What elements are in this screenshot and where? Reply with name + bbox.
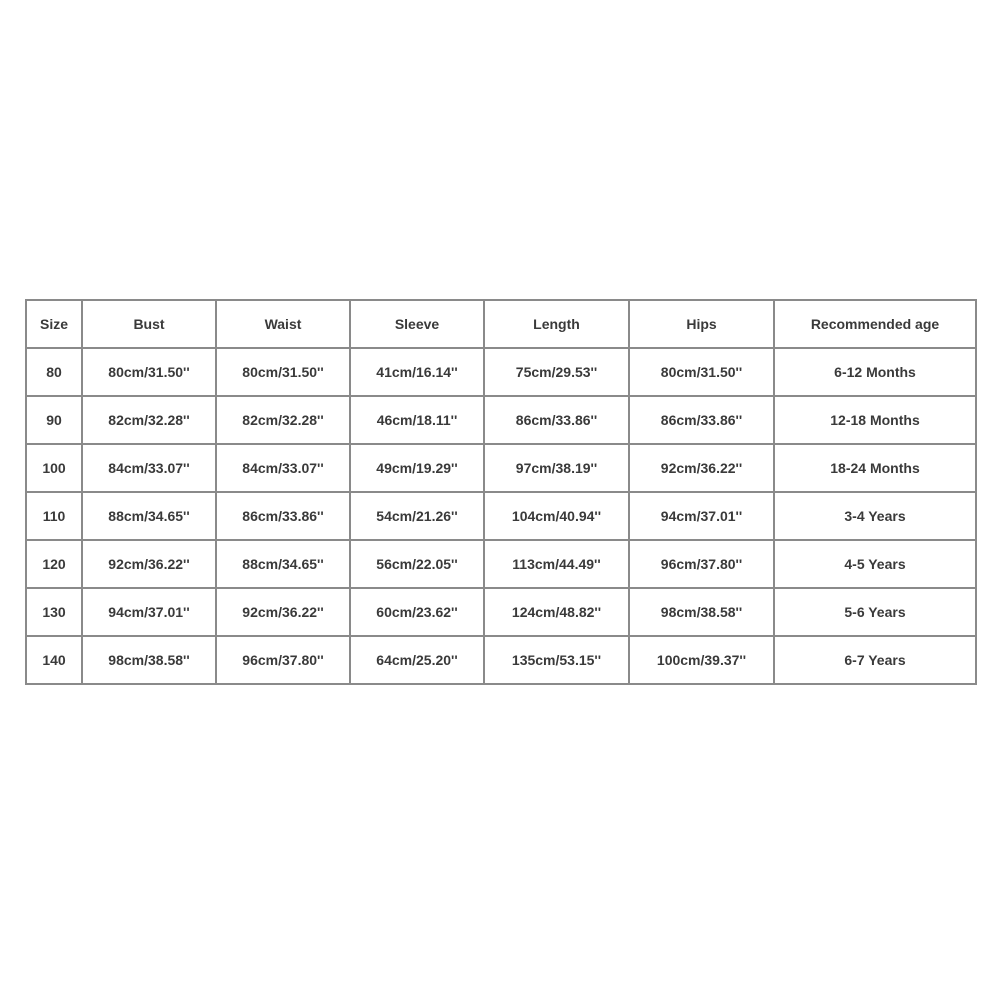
cell-waist: 82cm/32.28'' (216, 396, 350, 444)
header-waist: Waist (216, 300, 350, 348)
cell-sleeve: 49cm/19.29'' (350, 444, 484, 492)
table-row (26, 540, 976, 588)
cell-waist: 86cm/33.86'' (216, 492, 350, 540)
cell-hips: 92cm/36.22'' (629, 444, 774, 492)
cell-sleeve: 60cm/23.62'' (350, 588, 484, 636)
cell-waist: 84cm/33.07'' (216, 444, 350, 492)
cell-size: 100 (26, 444, 82, 492)
cell-sleeve: 41cm/16.14'' (350, 348, 484, 396)
table-row (26, 636, 976, 684)
cell-bust: 92cm/36.22'' (82, 540, 216, 588)
cell-bust: 80cm/31.50'' (82, 348, 216, 396)
cell-sleeve: 46cm/18.11'' (350, 396, 484, 444)
cell-hips: 86cm/33.86'' (629, 396, 774, 444)
cell-recommended-age: 6-12 Months (774, 348, 976, 396)
header-bust: Bust (82, 300, 216, 348)
cell-length: 97cm/38.19'' (484, 444, 629, 492)
cell-sleeve: 64cm/25.20'' (350, 636, 484, 684)
cell-length: 75cm/29.53'' (484, 348, 629, 396)
table-row (26, 444, 976, 492)
size-chart-body (26, 348, 976, 684)
header-length: Length (484, 300, 629, 348)
cell-bust: 88cm/34.65'' (82, 492, 216, 540)
cell-length: 104cm/40.94'' (484, 492, 629, 540)
cell-waist: 96cm/37.80'' (216, 636, 350, 684)
cell-recommended-age: 3-4 Years (774, 492, 976, 540)
cell-waist: 88cm/34.65'' (216, 540, 350, 588)
cell-length: 113cm/44.49'' (484, 540, 629, 588)
table-row (26, 588, 976, 636)
cell-recommended-age: 18-24 Months (774, 444, 976, 492)
header-recommended-age: Recommended age (774, 300, 976, 348)
header-row (26, 300, 976, 348)
header-size: Size (26, 300, 82, 348)
cell-hips: 94cm/37.01'' (629, 492, 774, 540)
table-row (26, 396, 976, 444)
cell-sleeve: 54cm/21.26'' (350, 492, 484, 540)
cell-bust: 84cm/33.07'' (82, 444, 216, 492)
cell-size: 120 (26, 540, 82, 588)
cell-recommended-age: 6-7 Years (774, 636, 976, 684)
cell-bust: 82cm/32.28'' (82, 396, 216, 444)
cell-size: 80 (26, 348, 82, 396)
cell-sleeve: 56cm/22.05'' (350, 540, 484, 588)
size-chart-table (25, 299, 977, 685)
cell-bust: 98cm/38.58'' (82, 636, 216, 684)
header-hips: Hips (629, 300, 774, 348)
cell-hips: 100cm/39.37'' (629, 636, 774, 684)
cell-size: 90 (26, 396, 82, 444)
cell-size: 140 (26, 636, 82, 684)
size-chart-header (26, 300, 976, 348)
cell-recommended-age: 5-6 Years (774, 588, 976, 636)
table-row (26, 348, 976, 396)
cell-size: 110 (26, 492, 82, 540)
cell-waist: 92cm/36.22'' (216, 588, 350, 636)
cell-size: 130 (26, 588, 82, 636)
table-row (26, 492, 976, 540)
cell-length: 124cm/48.82'' (484, 588, 629, 636)
cell-hips: 98cm/38.58'' (629, 588, 774, 636)
cell-recommended-age: 12-18 Months (774, 396, 976, 444)
header-sleeve: Sleeve (350, 300, 484, 348)
cell-hips: 80cm/31.50'' (629, 348, 774, 396)
cell-length: 86cm/33.86'' (484, 396, 629, 444)
cell-bust: 94cm/37.01'' (82, 588, 216, 636)
cell-waist: 80cm/31.50'' (216, 348, 350, 396)
cell-hips: 96cm/37.80'' (629, 540, 774, 588)
cell-recommended-age: 4-5 Years (774, 540, 976, 588)
cell-length: 135cm/53.15'' (484, 636, 629, 684)
